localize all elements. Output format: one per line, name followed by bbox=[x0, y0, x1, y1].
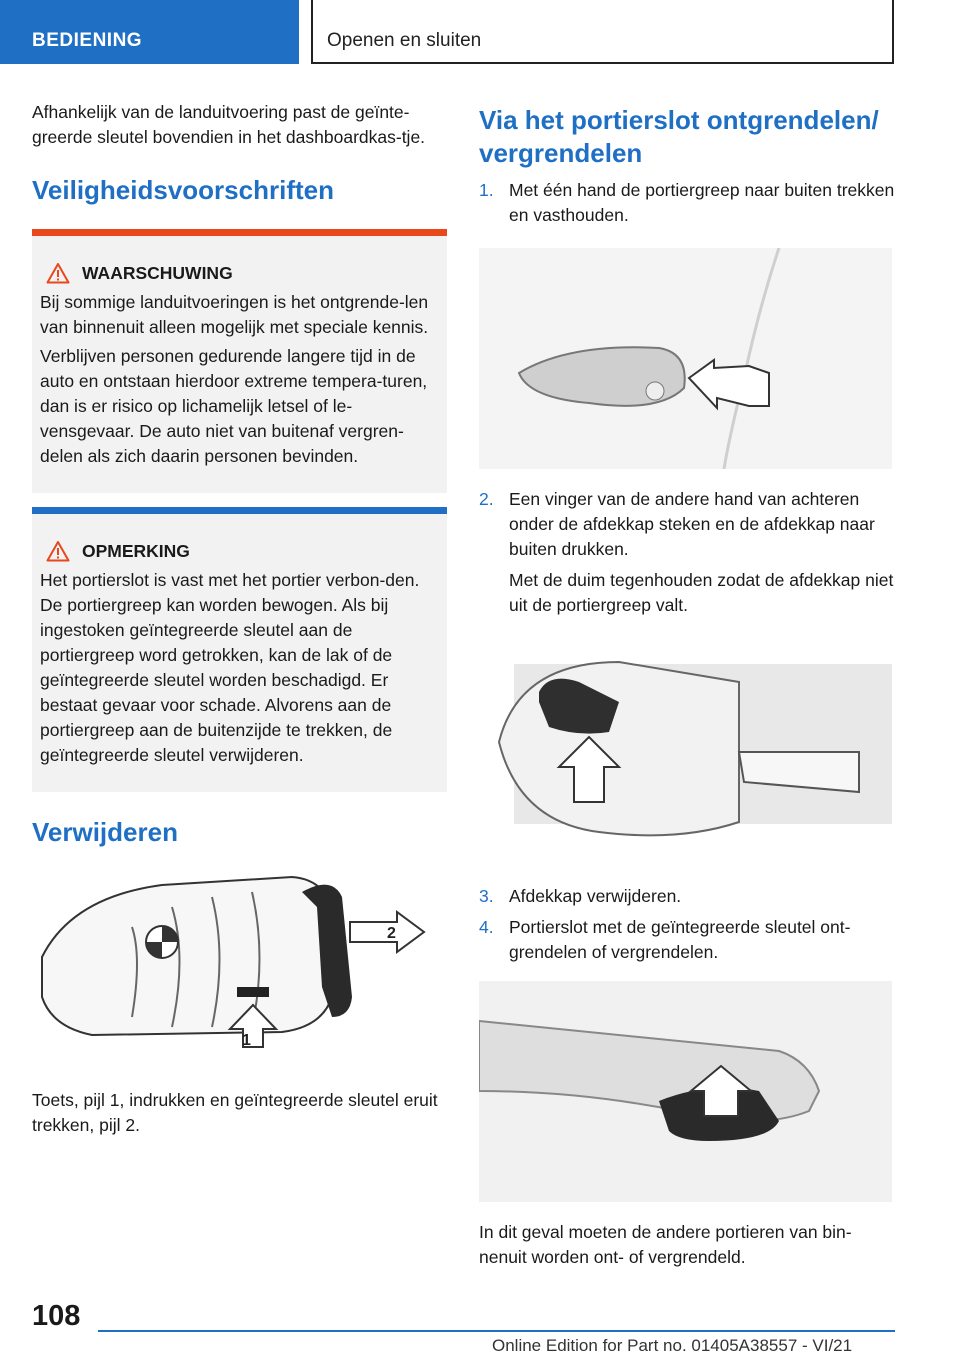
unlock-heading: Via het portierslot ontgrendelen/ vergrendelen bbox=[479, 105, 879, 168]
step-number: 3. bbox=[479, 886, 494, 906]
closing-paragraph: In dit geval moeten de andere portieren van bin-nenuit worden ont- of vergrendeld. bbox=[479, 1222, 852, 1267]
right-column bbox=[479, 104, 899, 1270]
warning-triangle-icon bbox=[46, 262, 70, 284]
remove-heading: Verwijderen bbox=[32, 817, 178, 847]
step-number: 1. bbox=[479, 180, 494, 200]
door-handle-image-3 bbox=[479, 981, 892, 1202]
edition-label: Online Edition for Part no. 01405A38557 - VI/21 bbox=[492, 1336, 853, 1355]
intro-paragraph: Afhankelijk van de landuitvoering past de geïnte-greerde sleutel bovendien in het dashboardkas-tje. bbox=[32, 102, 426, 147]
step-number: 4. bbox=[479, 917, 494, 937]
warning-title: WAARSCHUWING bbox=[82, 262, 233, 283]
header-chapter-box bbox=[311, 0, 894, 64]
key-illustration bbox=[32, 867, 447, 1072]
header-section-tab bbox=[0, 0, 299, 64]
step-text: Een vinger van de andere hand van achteren onder de afdekkap steken en de afdekkap naar buiten drukken. bbox=[509, 489, 875, 559]
notice-header bbox=[46, 540, 437, 562]
warning-box bbox=[32, 229, 447, 493]
step-text: Met één hand de portiergreep naar buiten trekken en vasthouden. bbox=[509, 180, 895, 225]
header-section-label: BEDIENING bbox=[32, 30, 143, 51]
arrow-2-label: 2 bbox=[387, 925, 396, 942]
warning-text-2: Verblijven personen gedurende langere tijd in de auto en ontstaan hierdoor extreme tempera-turen, dan is er risico op lichamelijk letsel of le-vensgevaar. De auto niet van buitenaf vergren-delen als zich daarin personen bevinden. bbox=[40, 346, 428, 466]
header-chapter-label: Openen en sluiten bbox=[327, 30, 482, 51]
warning-header bbox=[46, 262, 437, 284]
arrow-1-label: 1 bbox=[242, 1032, 251, 1049]
notice-title: OPMERKING bbox=[82, 540, 190, 561]
step-text: Afdekkap verwijderen. bbox=[509, 886, 682, 906]
safety-heading: Veiligheidsvoorschriften bbox=[32, 175, 334, 205]
remove-text: Toets, pijl 1, indrukken en geïntegreerde sleutel eruit trekken, pijl 2. bbox=[32, 1090, 438, 1135]
notice-text: Het portierslot is vast met het portier verbon-den. De portiergreep kan worden bewogen. Als bij ingestoken geïntegreerde sleutel aan de portiergreep word getrokken, kan de lak of de geïntegreerde sleutel worden beschadigd. Er bestaat gevaar voor schade. Alvorens aan de portiergreep aan de buitenzijde te trekken, de geïntegreerde sleutel verwijderen. bbox=[40, 570, 420, 765]
step-number: 2. bbox=[479, 489, 494, 509]
step-2-note: Met de duim tegenhouden zodat de afdekkap niet uit de portiergreep valt. bbox=[509, 570, 894, 615]
left-column bbox=[32, 100, 447, 1138]
door-handle-image-1 bbox=[479, 248, 892, 469]
notice-box bbox=[32, 507, 447, 792]
warning-text-1: Bij sommige landuitvoeringen is het ontgrende-len van binnenuit alleen mogelijk met speciale kennis. bbox=[40, 292, 429, 337]
step-item bbox=[479, 487, 899, 562]
door-handle-image-2 bbox=[479, 642, 892, 864]
key-removal-image bbox=[32, 867, 447, 1067]
step-item bbox=[479, 915, 899, 965]
step-item bbox=[479, 884, 899, 909]
footer-divider bbox=[98, 1330, 895, 1332]
page-number: 108 bbox=[32, 1300, 81, 1332]
step-text: Portierslot met de geïntegreerde sleutel ont-grendelen of vergrendelen. bbox=[509, 917, 851, 962]
step-item bbox=[479, 178, 899, 228]
warning-triangle-icon bbox=[46, 540, 70, 562]
